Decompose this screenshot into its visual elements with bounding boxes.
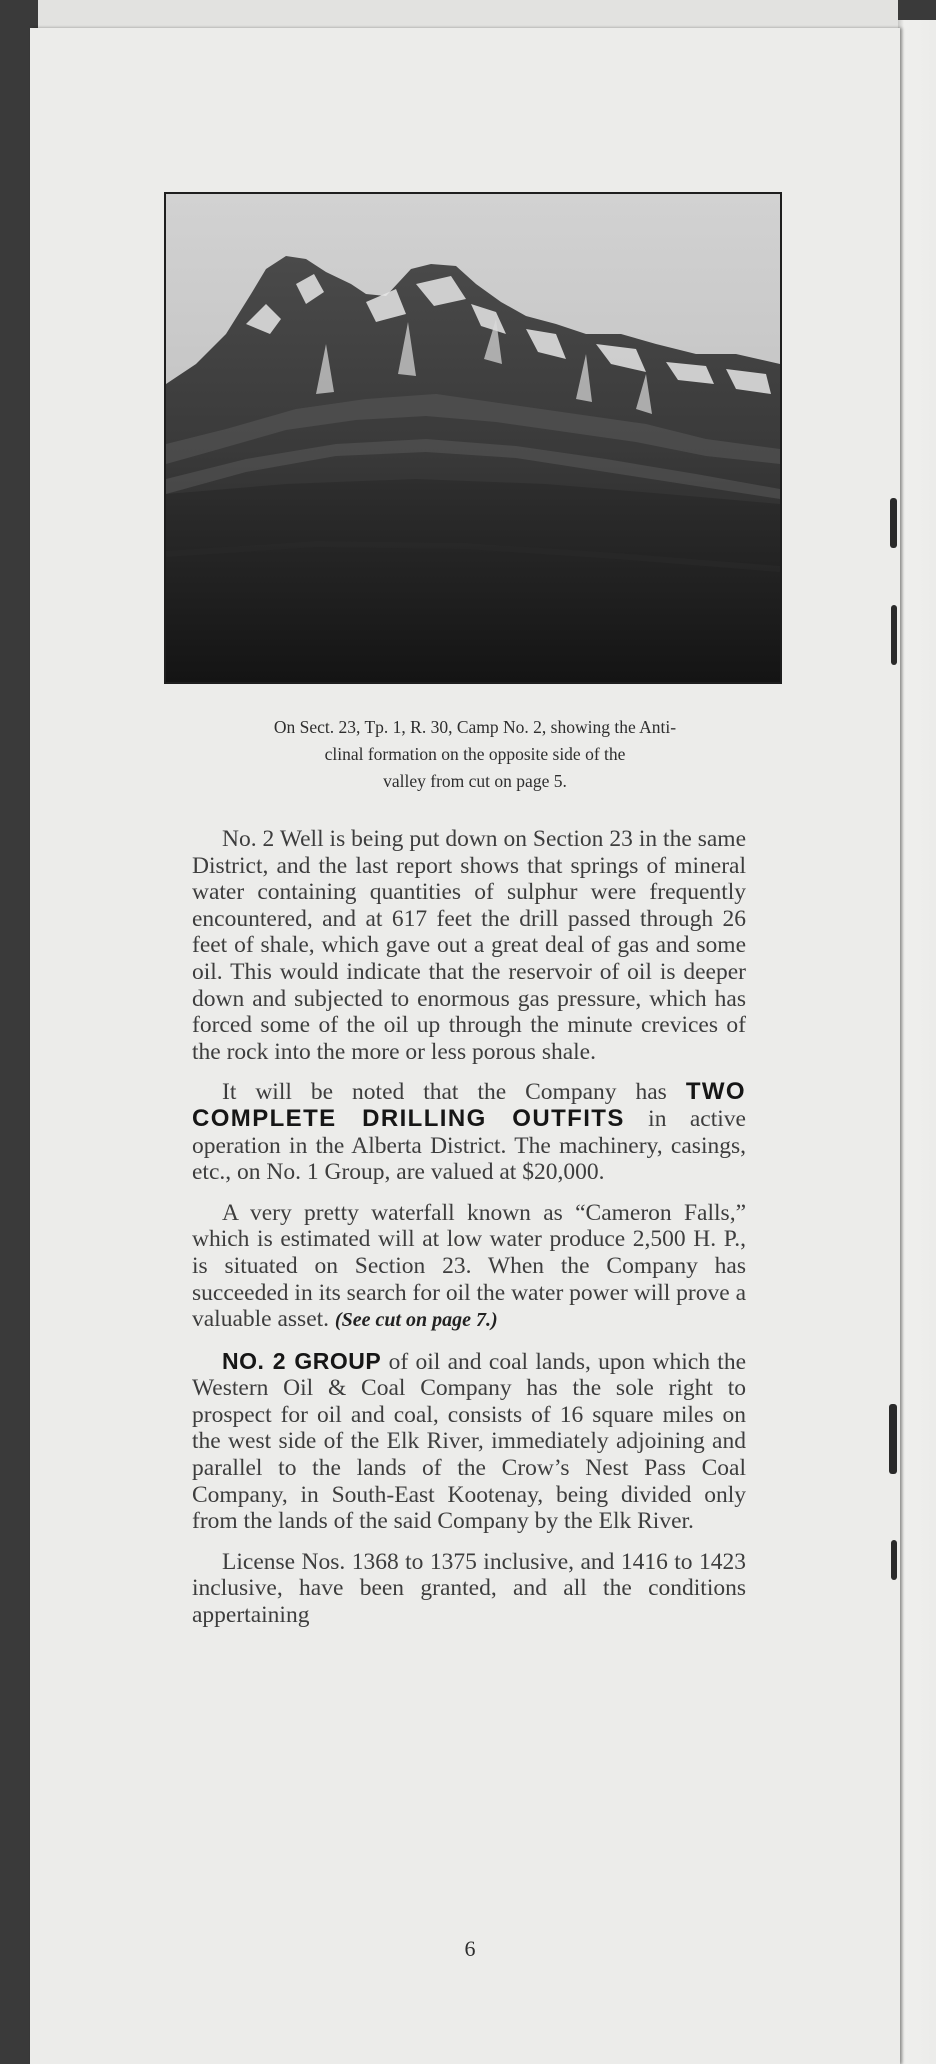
caption-line: clinal formation on the opposite side of the (324, 744, 626, 764)
paragraph-rest: in active operation in the Alberta District. The machinery, casings, etc., on No. 1 Group, are valued at $20,000. (192, 1105, 746, 1186)
paragraph-no2-group (192, 1348, 746, 1535)
paragraph-text: A very pretty waterfall known as “Cameron Falls,” which is estimated will at low water produce 2,500 H. P., is situated on Section 23. When the Company has succeeded in its search for oil the water power will prove a valuable asset. (192, 1199, 746, 1333)
emphasis-no2-group: NO. 2 GROUP (222, 1347, 382, 1374)
page-reference: (See cut on page 7.) (334, 1309, 498, 1332)
binding-mark (891, 605, 897, 665)
paragraph-no2-well: No. 2 Well is being put down on Section 23 in the same District, and the last report shows that springs of mineral water containing quantities of sulphur were frequently encountered, and at 617 feet the drill passed through 26 feet of shale, which gave out a great deal of gas and some oil. This would indicate that the reservoir of oil is deeper down and subjected to enormous gas pressure, which has forced some of the oil up through the minute crevices of the rock into the more or less porous shale. (192, 826, 746, 1065)
page-number: 6 (464, 1936, 476, 1961)
adjacent-page-edge (898, 20, 936, 2064)
paragraph-drilling-outfits (192, 1079, 746, 1185)
caption-line: On Sect. 23, Tp. 1, R. 30, Camp No. 2, showing the Anti- (273, 717, 677, 737)
photo-caption (160, 714, 790, 795)
binding-mark (891, 1540, 897, 1580)
emphasis-drilling-outfits: TWO COMPLETE DRILLING OUTFITS (192, 1078, 746, 1132)
paragraph-licenses: License Nos. 1368 to 1375 inclusive, and 1416 to 1423 inclusive, have been granted, and all the conditions appertaining (192, 1548, 746, 1629)
caption-line: valley from cut on page 5. (383, 771, 567, 791)
paragraph-rest: of oil and coal lands, upon which the Western Oil & Coal Company has the sole right to prospect for oil and coal, consists of 16 square miles on the west side of the Elk River, immediately adjoining and parallel to the lands of the Crow’s Nest Pass Coal Company, in South-East Kootenay, being divided only from the lands of the said Company by the Elk River. (192, 1348, 746, 1535)
article-body (192, 826, 746, 1629)
binding-mark (890, 498, 897, 548)
binding-mark (889, 1404, 897, 1474)
paragraph-lead: It will be noted that the Company has (222, 1079, 667, 1106)
mountain-photograph (164, 192, 782, 684)
paragraph-cameron-falls (192, 1200, 746, 1334)
